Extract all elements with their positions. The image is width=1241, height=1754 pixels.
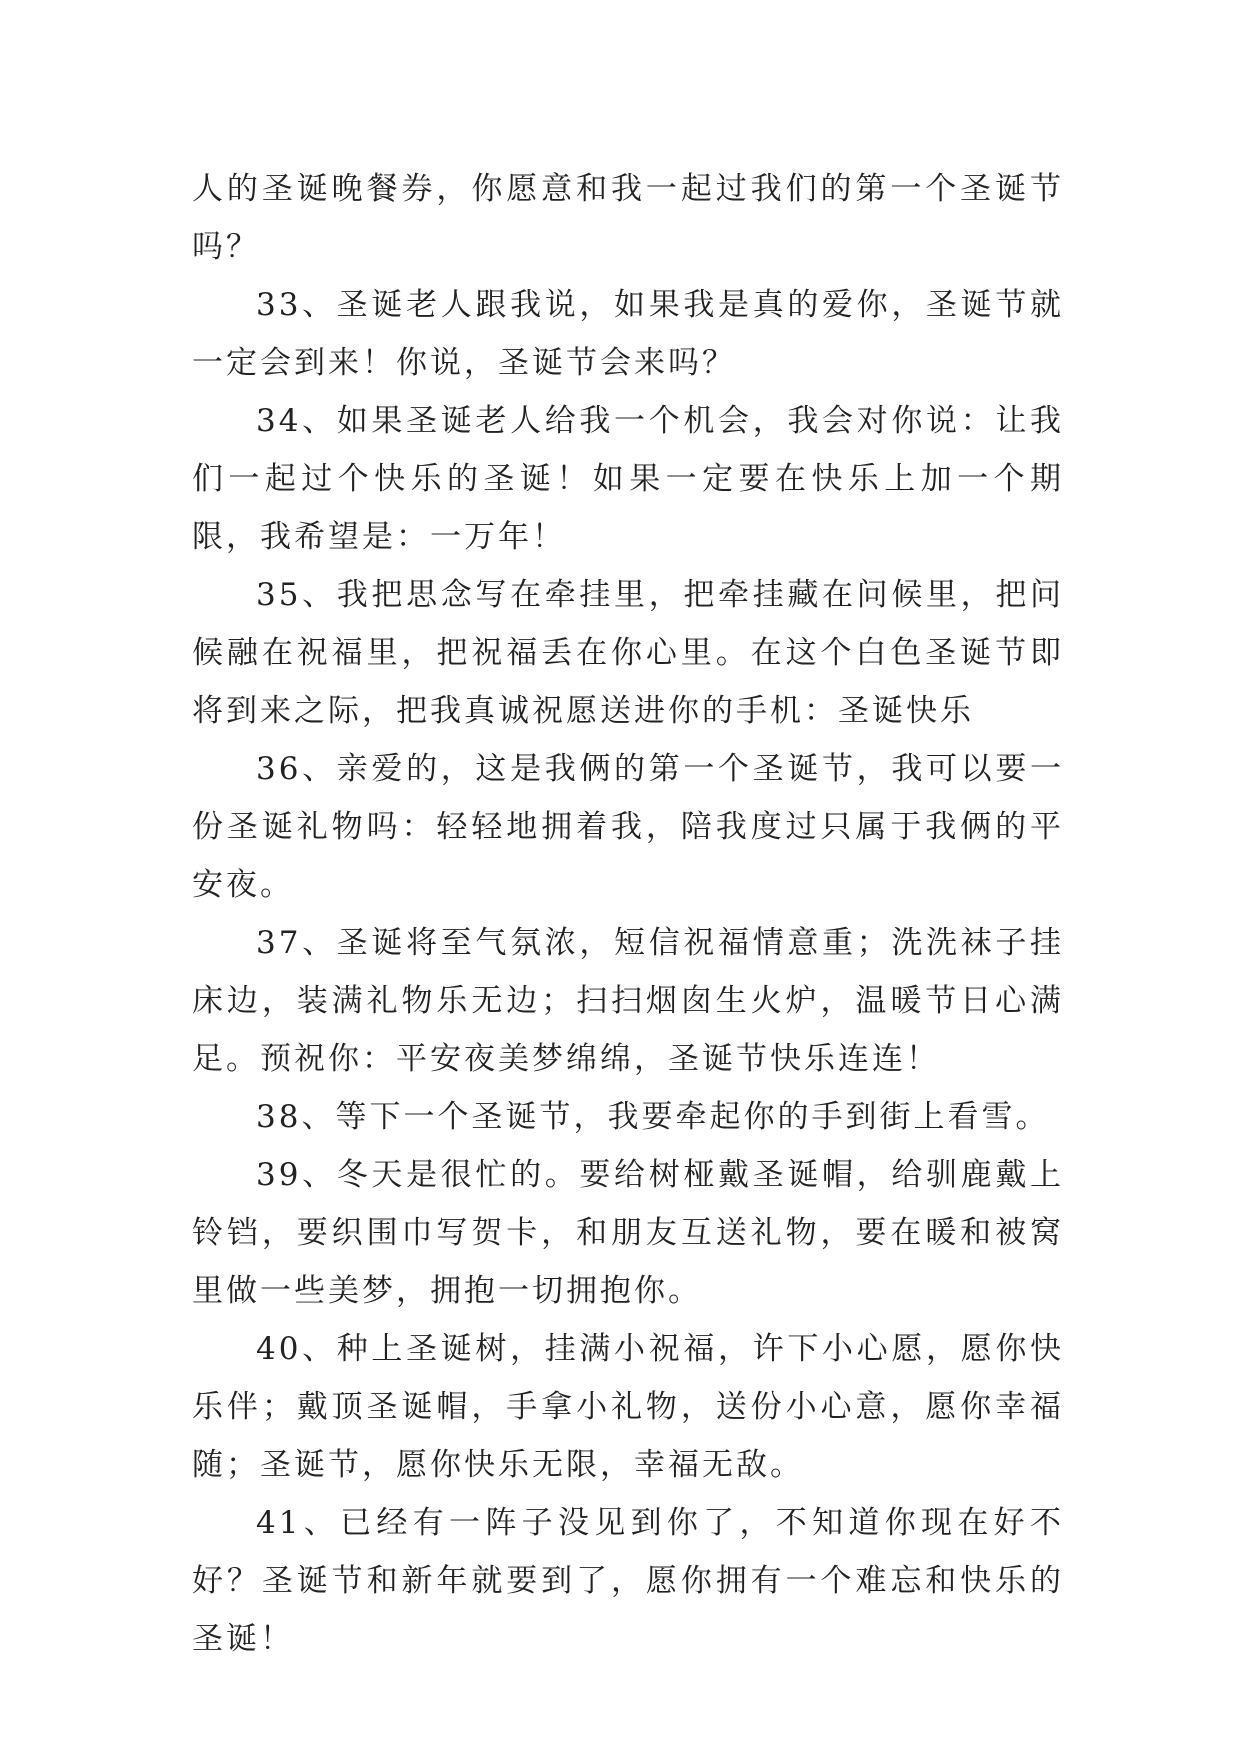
paragraph-41: 41、已经有一阵子没见到你了，不知道你现在好不好？圣诞节和新年就要到了，愿你拥有一个难忘和快乐的圣诞！ (192, 1505, 1064, 1657)
paragraph-37: 37、圣诞将至气氛浓，短信祝福情意重；洗洗袜子挂床边，装满礼物乐无边；扫扫烟囱生火炉，温暖节日心满足。预祝你：平安夜美梦绵绵，圣诞节快乐连连！ (192, 925, 1064, 1077)
paragraph-34: 34、如果圣诞老人给我一个机会，我会对你说：让我们一起过个快乐的圣诞！如果一定要在快乐上加一个期限，我希望是：一万年！ (192, 403, 1064, 555)
paragraph-35: 35、我把思念写在牵挂里，把牵挂藏在问候里，把问候融在祝福里，把祝福丢在你心里。在这个白色圣诞节即将到来之际，把我真诚祝愿送进你的手机：圣诞快乐 (192, 577, 1064, 729)
paragraph-continuation: 人的圣诞晚餐券，你愿意和我一起过我们的第一个圣诞节吗？ (192, 171, 1064, 265)
paragraph-38: 38、等下一个圣诞节，我要牵起你的手到街上看雪。 (256, 1099, 1050, 1135)
paragraph-39: 39、冬天是很忙的。要给树桠戴圣诞帽，给驯鹿戴上铃铛，要织围巾写贺卡，和朋友互送礼物，要在暖和被窝里做一些美梦，拥抱一切拥抱你。 (192, 1157, 1064, 1309)
document-body (192, 160, 1064, 1668)
paragraph-36: 36、亲爱的，这是我俩的第一个圣诞节，我可以要一份圣诞礼物吗：轻轻地拥着我，陪我度过只属于我俩的平安夜。 (192, 751, 1064, 903)
paragraph-40: 40、种上圣诞树，挂满小祝福，许下小心愿，愿你快乐伴；戴顶圣诞帽，手拿小礼物，送份小心意，愿你幸福随；圣诞节，愿你快乐无限，幸福无敌。 (192, 1331, 1064, 1483)
paragraph-33: 33、圣诞老人跟我说，如果我是真的爱你，圣诞节就一定会到来！你说，圣诞节会来吗？ (192, 287, 1064, 381)
